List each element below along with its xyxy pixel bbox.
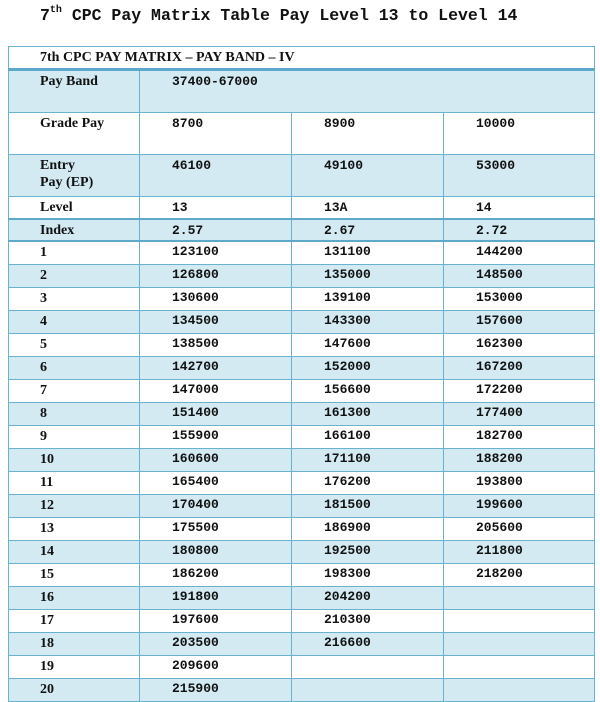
pay-cell: 211800 (444, 541, 595, 564)
step-number: 4 (9, 311, 140, 334)
grade-pay-value: 8900 (292, 113, 444, 155)
pay-cell (444, 587, 595, 610)
pay-cell: 135000 (292, 265, 444, 288)
index-value: 2.67 (292, 219, 444, 241)
pay-cell: 147600 (292, 334, 444, 357)
pay-cell: 193800 (444, 472, 595, 495)
pay-cell: 177400 (444, 403, 595, 426)
pay-cell: 156600 (292, 380, 444, 403)
index-label: Index (9, 219, 140, 241)
step-number: 11 (9, 472, 140, 495)
page-title (40, 6, 517, 25)
level-label: Level (9, 197, 140, 220)
pay-cell: 131100 (292, 241, 444, 265)
step-number: 12 (9, 495, 140, 518)
pay-cell: 142700 (140, 357, 292, 380)
pay-cell (444, 679, 595, 702)
entry-pay-value: 49100 (292, 155, 444, 197)
step-number: 15 (9, 564, 140, 587)
pay-cell: 165400 (140, 472, 292, 495)
table-row (9, 679, 595, 702)
pay-cell: 215900 (140, 679, 292, 702)
title-prefix: 7 (40, 6, 50, 25)
pay-cell: 199600 (444, 495, 595, 518)
pay-cell: 180800 (140, 541, 292, 564)
pay-cell: 134500 (140, 311, 292, 334)
step-number: 16 (9, 587, 140, 610)
pay-cell: 197600 (140, 610, 292, 633)
table-row (9, 288, 595, 311)
table-row (9, 380, 595, 403)
pay-cell: 171100 (292, 449, 444, 472)
table-row (9, 265, 595, 288)
pay-cell: 176200 (292, 472, 444, 495)
table-row (9, 610, 595, 633)
pay-cell: 203500 (140, 633, 292, 656)
pay-cell: 143300 (292, 311, 444, 334)
entry-pay-row (9, 155, 595, 197)
pay-cell: 130600 (140, 288, 292, 311)
level-row (9, 197, 595, 220)
index-value: 2.57 (140, 219, 292, 241)
pay-cell: 152000 (292, 357, 444, 380)
step-number: 19 (9, 656, 140, 679)
pay-cell (292, 679, 444, 702)
pay-cell: 147000 (140, 380, 292, 403)
pay-cell: 167200 (444, 357, 595, 380)
pay-cell (444, 633, 595, 656)
pay-cell: 153000 (444, 288, 595, 311)
pay-cell: 204200 (292, 587, 444, 610)
pay-cell: 123100 (140, 241, 292, 265)
table-header: 7th CPC PAY MATRIX – PAY BAND – IV (9, 47, 595, 70)
step-number: 1 (9, 241, 140, 265)
table-row (9, 403, 595, 426)
table-row (9, 564, 595, 587)
step-number: 13 (9, 518, 140, 541)
pay-band-row (9, 70, 595, 113)
pay-cell: 162300 (444, 334, 595, 357)
pay-cell: 186200 (140, 564, 292, 587)
pay-cell: 175500 (140, 518, 292, 541)
table-row (9, 633, 595, 656)
title-text: CPC Pay Matrix Table Pay Level 13 to Level 14 (61, 6, 518, 25)
pay-cell: 155900 (140, 426, 292, 449)
pay-cell: 210300 (292, 610, 444, 633)
pay-cell: 161300 (292, 403, 444, 426)
pay-cell: 188200 (444, 449, 595, 472)
pay-cell: 182700 (444, 426, 595, 449)
pay-matrix-table (8, 46, 595, 702)
pay-cell: 160600 (140, 449, 292, 472)
pay-cell: 205600 (444, 518, 595, 541)
level-value: 13 (140, 197, 292, 220)
table-row (9, 311, 595, 334)
pay-cell: 151400 (140, 403, 292, 426)
step-number: 20 (9, 679, 140, 702)
grade-pay-value: 10000 (444, 113, 595, 155)
pay-cell: 216600 (292, 633, 444, 656)
grade-pay-label: Grade Pay (9, 113, 140, 155)
table-row (9, 357, 595, 380)
step-number: 5 (9, 334, 140, 357)
pay-cell: 218200 (444, 564, 595, 587)
step-number: 7 (9, 380, 140, 403)
step-number: 18 (9, 633, 140, 656)
pay-cell: 172200 (444, 380, 595, 403)
step-number: 17 (9, 610, 140, 633)
step-number: 8 (9, 403, 140, 426)
table-row (9, 472, 595, 495)
step-number: 14 (9, 541, 140, 564)
step-number: 9 (9, 426, 140, 449)
pay-cell: 126800 (140, 265, 292, 288)
pay-cell: 192500 (292, 541, 444, 564)
table-row (9, 449, 595, 472)
grade-pay-value: 8700 (140, 113, 292, 155)
entry-pay-value: 53000 (444, 155, 595, 197)
step-number: 10 (9, 449, 140, 472)
pay-cell: 191800 (140, 587, 292, 610)
pay-cell: 170400 (140, 495, 292, 518)
step-number: 2 (9, 265, 140, 288)
pay-cell: 181500 (292, 495, 444, 518)
table-header-row (9, 47, 595, 70)
pay-cell: 148500 (444, 265, 595, 288)
entry-pay-label: Entry Pay (EP) (9, 155, 140, 197)
pay-cell: 186900 (292, 518, 444, 541)
table-row (9, 334, 595, 357)
pay-cell: 144200 (444, 241, 595, 265)
pay-cell (444, 610, 595, 633)
grade-pay-row (9, 113, 595, 155)
table-row (9, 541, 595, 564)
entry-pay-value: 46100 (140, 155, 292, 197)
pay-cell: 157600 (444, 311, 595, 334)
table-row (9, 426, 595, 449)
title-superscript: th (49, 4, 62, 16)
step-number: 3 (9, 288, 140, 311)
level-value: 14 (444, 197, 595, 220)
level-value: 13A (292, 197, 444, 220)
pay-band-label: Pay Band (9, 70, 140, 113)
step-number: 6 (9, 357, 140, 380)
table-row (9, 495, 595, 518)
pay-cell: 209600 (140, 656, 292, 679)
table-row (9, 518, 595, 541)
table-row (9, 587, 595, 610)
index-value: 2.72 (444, 219, 595, 241)
index-row (9, 219, 595, 241)
pay-cell: 139100 (292, 288, 444, 311)
pay-band-value: 37400-67000 (140, 70, 595, 113)
table-row (9, 241, 595, 265)
pay-cell: 166100 (292, 426, 444, 449)
pay-cell: 138500 (140, 334, 292, 357)
pay-cell: 198300 (292, 564, 444, 587)
